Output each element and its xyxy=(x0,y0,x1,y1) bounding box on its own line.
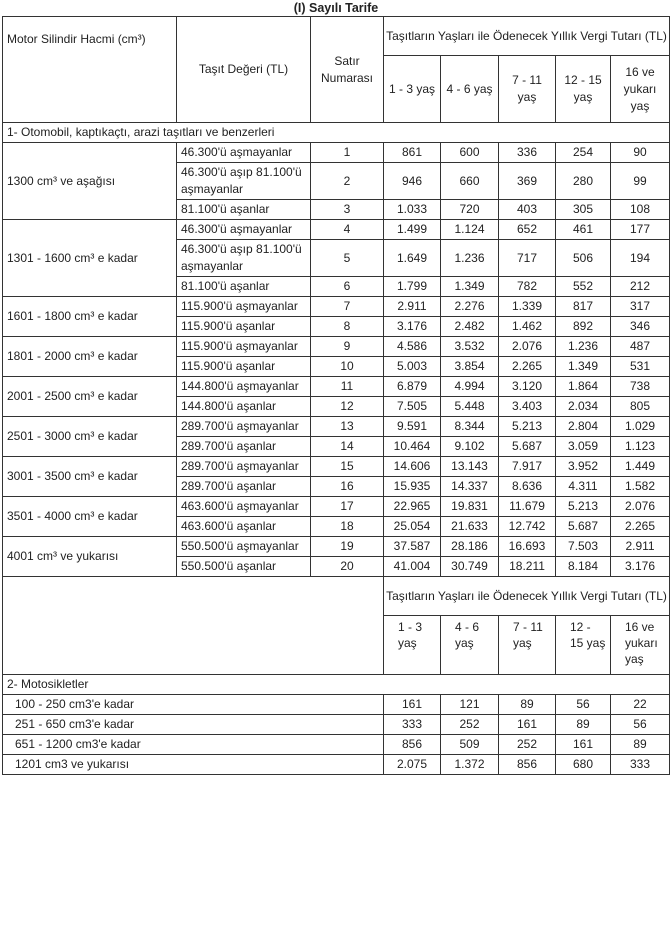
tax-table xyxy=(2,16,670,775)
table-row xyxy=(3,735,670,755)
tax-amount-cell: 9.591 xyxy=(384,417,441,437)
vehicle-value-cell: 289.700'ü aşanlar xyxy=(177,477,311,497)
tax-amount-cell: 177 xyxy=(611,220,670,240)
tax-amount-cell: 461 xyxy=(556,220,611,240)
table-row xyxy=(3,143,670,163)
tax-amount-cell: 2.076 xyxy=(499,337,556,357)
vehicle-value-cell: 115.900'ü aşmayanlar xyxy=(177,297,311,317)
tax-amount-cell: 1.236 xyxy=(441,240,499,277)
tax-amount-cell: 12.742 xyxy=(499,517,556,537)
header-row-top xyxy=(3,17,670,56)
tax-amount-cell: 1.462 xyxy=(499,317,556,337)
motor-volume-cell: 1801 - 2000 cm³ e kadar xyxy=(3,337,177,377)
vehicle-value-cell: 46.300'ü aşmayanlar xyxy=(177,220,311,240)
tax-amount-cell: 3.532 xyxy=(441,337,499,357)
moto-table-body xyxy=(3,577,670,775)
row-number-cell: 2 xyxy=(311,163,384,200)
header-age: 1 - 3 yaş xyxy=(384,616,441,675)
tax-amount-cell: 317 xyxy=(611,297,670,317)
vehicle-value-cell: 46.300'ü aşıp 81.100'ü aşmayanlar xyxy=(177,240,311,277)
row-number-cell: 8 xyxy=(311,317,384,337)
vehicle-value-cell: 289.700'ü aşanlar xyxy=(177,437,311,457)
tax-amount-cell: 305 xyxy=(556,200,611,220)
tax-amount-cell: 1.449 xyxy=(611,457,670,477)
row-number-cell: 20 xyxy=(311,557,384,577)
tax-amount-cell: 3.176 xyxy=(384,317,441,337)
tax-amount-cell: 280 xyxy=(556,163,611,200)
tax-amount-cell: 333 xyxy=(384,715,441,735)
tax-amount-cell: 805 xyxy=(611,397,670,417)
vehicle-value-cell: 46.300'ü aşıp 81.100'ü aşmayanlar xyxy=(177,163,311,200)
tax-amount-cell: 1.372 xyxy=(441,755,499,775)
tax-amount-cell: 14.606 xyxy=(384,457,441,477)
tax-amount-cell: 680 xyxy=(556,755,611,775)
row-number-cell: 10 xyxy=(311,357,384,377)
tax-amount-cell: 1.499 xyxy=(384,220,441,240)
row-number-cell: 16 xyxy=(311,477,384,497)
header-row-no: Satır Numarası xyxy=(311,17,384,123)
tax-amount-cell: 600 xyxy=(441,143,499,163)
table-row xyxy=(3,755,670,775)
header-age: 16 ve yukarı yaş xyxy=(611,616,670,675)
tax-amount-cell: 782 xyxy=(499,277,556,297)
tax-amount-cell: 161 xyxy=(499,715,556,735)
tax-amount-cell: 22 xyxy=(611,695,670,715)
tax-amount-cell: 4.311 xyxy=(556,477,611,497)
tax-amount-cell: 56 xyxy=(611,715,670,735)
vehicle-value-cell: 115.900'ü aşanlar xyxy=(177,357,311,377)
vehicle-value-cell: 144.800'ü aşanlar xyxy=(177,397,311,417)
tax-amount-cell: 7.917 xyxy=(499,457,556,477)
tax-amount-cell: 212 xyxy=(611,277,670,297)
row-number-cell: 19 xyxy=(311,537,384,557)
tax-amount-cell: 2.482 xyxy=(441,317,499,337)
tax-amount-cell: 6.879 xyxy=(384,377,441,397)
row-number-cell: 4 xyxy=(311,220,384,240)
tax-amount-cell: 2.075 xyxy=(384,755,441,775)
tax-amount-cell: 660 xyxy=(441,163,499,200)
header-row-top-2 xyxy=(3,577,670,616)
tax-amount-cell: 4.994 xyxy=(441,377,499,397)
vehicle-value-cell: 550.500'ü aşmayanlar xyxy=(177,537,311,557)
table-row xyxy=(3,695,670,715)
motor-volume-cell: 2001 - 2500 cm³ e kadar xyxy=(3,377,177,417)
tax-amount-cell: 3.120 xyxy=(499,377,556,397)
tax-amount-cell: 506 xyxy=(556,240,611,277)
header-age: 12 - 15 yaş xyxy=(556,56,611,123)
tax-amount-cell: 252 xyxy=(441,715,499,735)
tax-amount-cell: 194 xyxy=(611,240,670,277)
tax-amount-cell: 25.054 xyxy=(384,517,441,537)
row-number-cell: 14 xyxy=(311,437,384,457)
vehicle-value-cell: 289.700'ü aşmayanlar xyxy=(177,417,311,437)
row-number-cell: 11 xyxy=(311,377,384,397)
table-row xyxy=(3,417,670,437)
row-number-cell: 5 xyxy=(311,240,384,277)
tax-amount-cell: 1.349 xyxy=(556,357,611,377)
tax-amount-cell: 5.213 xyxy=(499,417,556,437)
vehicle-value-cell: 115.900'ü aşanlar xyxy=(177,317,311,337)
tax-amount-cell: 1.649 xyxy=(384,240,441,277)
motor-volume-cell: 4001 cm³ ve yukarısı xyxy=(3,537,177,577)
vehicle-value-cell: 289.700'ü aşmayanlar xyxy=(177,457,311,477)
tax-amount-cell: 2.034 xyxy=(556,397,611,417)
tax-amount-cell: 1.864 xyxy=(556,377,611,397)
tax-amount-cell: 21.633 xyxy=(441,517,499,537)
vehicle-value-cell: 81.100'ü aşanlar xyxy=(177,277,311,297)
header-motor: Motor Silindir Hacmi (cm³) xyxy=(3,17,177,123)
tax-amount-cell: 1.339 xyxy=(499,297,556,317)
row-number-cell: 18 xyxy=(311,517,384,537)
tax-amount-cell: 4.586 xyxy=(384,337,441,357)
vehicle-value-cell: 115.900'ü aşmayanlar xyxy=(177,337,311,357)
tax-amount-cell: 11.679 xyxy=(499,497,556,517)
tax-amount-cell: 3.403 xyxy=(499,397,556,417)
header-age: 4 - 6 yaş xyxy=(441,616,499,675)
tax-amount-cell: 531 xyxy=(611,357,670,377)
tax-amount-cell: 861 xyxy=(384,143,441,163)
row-number-cell: 17 xyxy=(311,497,384,517)
tax-amount-cell: 28.186 xyxy=(441,537,499,557)
tax-amount-cell: 108 xyxy=(611,200,670,220)
table-row xyxy=(3,497,670,517)
header-age: 7 - 11 yaş xyxy=(499,616,556,675)
row-number-cell: 1 xyxy=(311,143,384,163)
vehicle-value-cell: 46.300'ü aşmayanlar xyxy=(177,143,311,163)
tax-amount-cell: 3.854 xyxy=(441,357,499,377)
tax-amount-cell: 7.505 xyxy=(384,397,441,417)
tax-amount-cell: 10.464 xyxy=(384,437,441,457)
header-age: 12 - 15 yaş xyxy=(556,616,611,675)
tax-amount-cell: 369 xyxy=(499,163,556,200)
table-title: (I) Sayılı Tarife xyxy=(293,1,379,15)
tax-amount-cell: 856 xyxy=(499,755,556,775)
section-row xyxy=(3,123,670,143)
tax-amount-cell: 346 xyxy=(611,317,670,337)
row-number-cell: 15 xyxy=(311,457,384,477)
tax-amount-cell: 5.448 xyxy=(441,397,499,417)
tax-amount-cell: 2.804 xyxy=(556,417,611,437)
tax-amount-cell: 2.265 xyxy=(499,357,556,377)
moto-volume-cell: 651 - 1200 cm3'e kadar xyxy=(3,735,384,755)
tax-amount-cell: 1.029 xyxy=(611,417,670,437)
table-row xyxy=(3,537,670,557)
table-row xyxy=(3,715,670,735)
tax-amount-cell: 892 xyxy=(556,317,611,337)
tax-amount-cell: 509 xyxy=(441,735,499,755)
tax-amount-cell: 2.911 xyxy=(611,537,670,557)
motor-volume-cell: 1301 - 1600 cm³ e kadar xyxy=(3,220,177,297)
header-tax-group: Taşıtların Yaşları ile Ödenecek Yıllık Vergi Tutarı (TL) xyxy=(384,17,670,56)
moto-volume-cell: 1201 cm3 ve yukarısı xyxy=(3,755,384,775)
header-age: 4 - 6 yaş xyxy=(441,56,499,123)
row-number-cell: 7 xyxy=(311,297,384,317)
motor-volume-cell: 3501 - 4000 cm³ e kadar xyxy=(3,497,177,537)
table-row xyxy=(3,297,670,317)
tax-amount-cell: 252 xyxy=(499,735,556,755)
tax-amount-cell: 89 xyxy=(556,715,611,735)
tax-amount-cell: 161 xyxy=(556,735,611,755)
tax-amount-cell: 30.749 xyxy=(441,557,499,577)
tax-amount-cell: 3.059 xyxy=(556,437,611,457)
tax-amount-cell: 15.935 xyxy=(384,477,441,497)
tax-amount-cell: 552 xyxy=(556,277,611,297)
vehicle-value-cell: 463.600'ü aşmayanlar xyxy=(177,497,311,517)
row-number-cell: 9 xyxy=(311,337,384,357)
header-age: 7 - 11 yaş xyxy=(499,56,556,123)
table-row xyxy=(3,337,670,357)
header-age: 16 ve yukarı yaş xyxy=(611,56,670,123)
row-number-cell: 12 xyxy=(311,397,384,417)
tax-amount-cell: 5.213 xyxy=(556,497,611,517)
motor-volume-cell: 3001 - 3500 cm³ e kadar xyxy=(3,457,177,497)
section-row-2 xyxy=(3,675,670,695)
tax-amount-cell: 2.276 xyxy=(441,297,499,317)
tax-amount-cell: 90 xyxy=(611,143,670,163)
tax-amount-cell: 336 xyxy=(499,143,556,163)
tax-amount-cell: 8.184 xyxy=(556,557,611,577)
tax-amount-cell: 2.911 xyxy=(384,297,441,317)
tax-amount-cell: 22.965 xyxy=(384,497,441,517)
tax-amount-cell: 3.952 xyxy=(556,457,611,477)
tax-amount-cell: 13.143 xyxy=(441,457,499,477)
vehicle-value-cell: 144.800'ü aşmayanlar xyxy=(177,377,311,397)
tax-amount-cell: 403 xyxy=(499,200,556,220)
tax-amount-cell: 2.076 xyxy=(611,497,670,517)
tax-amount-cell: 1.236 xyxy=(556,337,611,357)
tax-amount-cell: 487 xyxy=(611,337,670,357)
motor-volume-cell: 2501 - 3000 cm³ e kadar xyxy=(3,417,177,457)
tax-amount-cell: 99 xyxy=(611,163,670,200)
tax-amount-cell: 2.265 xyxy=(611,517,670,537)
tax-amount-cell: 89 xyxy=(611,735,670,755)
tax-amount-cell: 121 xyxy=(441,695,499,715)
tax-amount-cell: 1.799 xyxy=(384,277,441,297)
tax-amount-cell: 37.587 xyxy=(384,537,441,557)
moto-volume-cell: 100 - 250 cm3'e kadar xyxy=(3,695,384,715)
tax-amount-cell: 16.693 xyxy=(499,537,556,557)
tax-amount-cell: 817 xyxy=(556,297,611,317)
tax-amount-cell: 717 xyxy=(499,240,556,277)
row-number-cell: 3 xyxy=(311,200,384,220)
tax-amount-cell: 1.033 xyxy=(384,200,441,220)
tax-amount-cell: 5.687 xyxy=(499,437,556,457)
tax-amount-cell: 89 xyxy=(499,695,556,715)
tax-amount-cell: 738 xyxy=(611,377,670,397)
header-value: Taşıt Değeri (TL) xyxy=(177,17,311,123)
blank-header xyxy=(3,577,384,675)
tax-amount-cell: 56 xyxy=(556,695,611,715)
tax-amount-cell: 720 xyxy=(441,200,499,220)
tax-amount-cell: 1.349 xyxy=(441,277,499,297)
moto-volume-cell: 251 - 650 cm3'e kadar xyxy=(3,715,384,735)
vehicle-value-cell: 550.500'ü aşanlar xyxy=(177,557,311,577)
tax-amount-cell: 5.687 xyxy=(556,517,611,537)
header-tax-group-2: Taşıtların Yaşları ile Ödenecek Yıllık Vergi Tutarı (TL) xyxy=(384,577,670,616)
tax-table-body xyxy=(3,17,670,577)
tax-amount-cell: 254 xyxy=(556,143,611,163)
tax-amount-cell: 19.831 xyxy=(441,497,499,517)
tax-amount-cell: 1.123 xyxy=(611,437,670,457)
row-number-cell: 13 xyxy=(311,417,384,437)
section-title: 1- Otomobil, kaptıkaçtı, arazi taşıtları ve benzerleri xyxy=(3,123,670,143)
tax-amount-cell: 7.503 xyxy=(556,537,611,557)
table-row xyxy=(3,220,670,240)
motor-volume-cell: 1300 cm³ ve aşağısı xyxy=(3,143,177,220)
tax-amount-cell: 8.636 xyxy=(499,477,556,497)
section-title-2: 2- Motosikletler xyxy=(3,675,670,695)
tax-amount-cell: 3.176 xyxy=(611,557,670,577)
tax-amount-cell: 41.004 xyxy=(384,557,441,577)
table-row xyxy=(3,377,670,397)
tax-amount-cell: 9.102 xyxy=(441,437,499,457)
tax-amount-cell: 14.337 xyxy=(441,477,499,497)
tax-amount-cell: 18.211 xyxy=(499,557,556,577)
tax-amount-cell: 1.124 xyxy=(441,220,499,240)
header-age: 1 - 3 yaş xyxy=(384,56,441,123)
tax-amount-cell: 856 xyxy=(384,735,441,755)
tax-amount-cell: 5.003 xyxy=(384,357,441,377)
tax-amount-cell: 652 xyxy=(499,220,556,240)
tax-amount-cell: 1.582 xyxy=(611,477,670,497)
vehicle-value-cell: 81.100'ü aşanlar xyxy=(177,200,311,220)
vehicle-value-cell: 463.600'ü aşanlar xyxy=(177,517,311,537)
row-number-cell: 6 xyxy=(311,277,384,297)
tax-amount-cell: 161 xyxy=(384,695,441,715)
tax-amount-cell: 333 xyxy=(611,755,670,775)
tax-amount-cell: 8.344 xyxy=(441,417,499,437)
motor-volume-cell: 1601 - 1800 cm³ e kadar xyxy=(3,297,177,337)
table-row xyxy=(3,457,670,477)
tax-amount-cell: 946 xyxy=(384,163,441,200)
